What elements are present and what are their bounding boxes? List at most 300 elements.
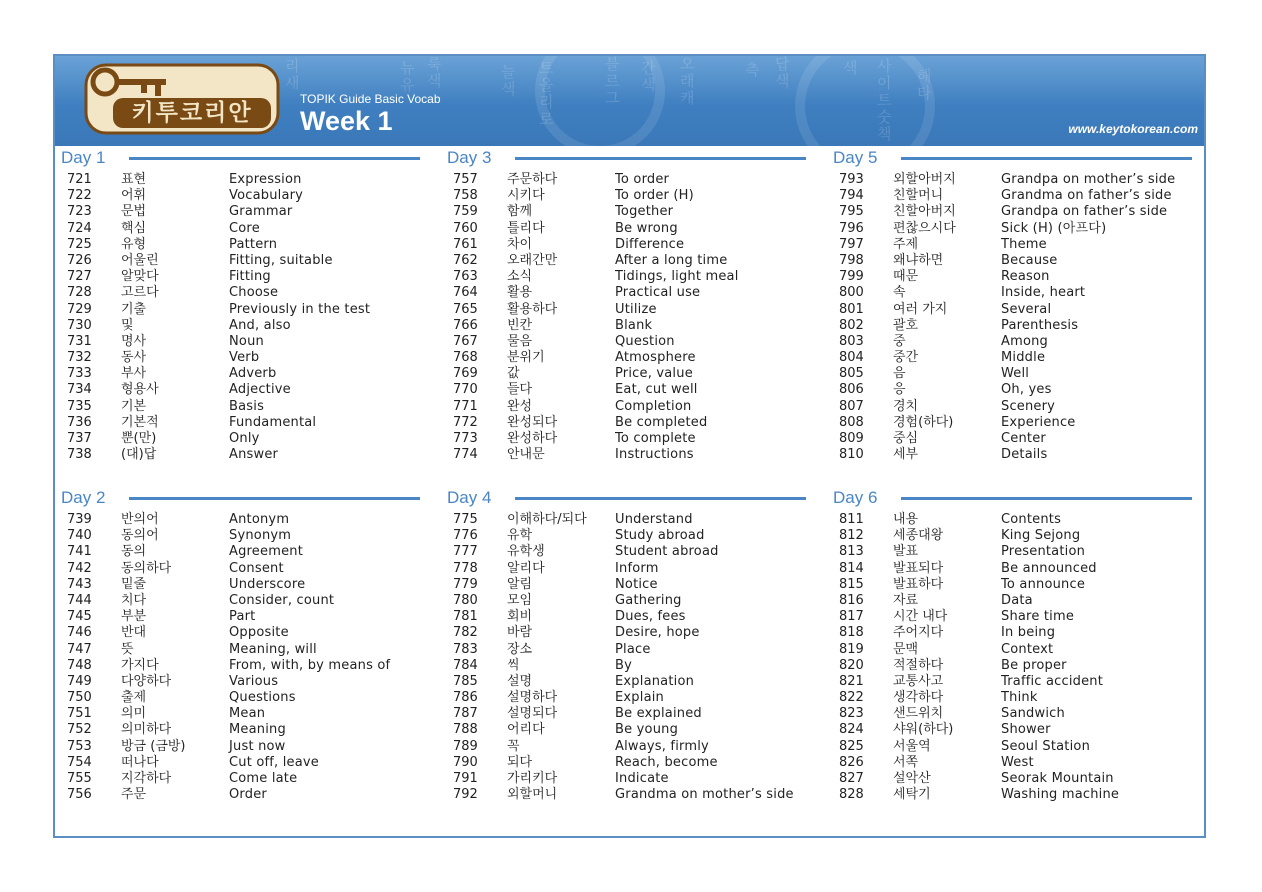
korean-word: 의미하다: [121, 722, 172, 738]
vocab-row: [833, 221, 1208, 237]
vocab-row: [447, 172, 822, 188]
vocab-row: [61, 561, 436, 577]
vocab-number: 759: [453, 204, 478, 220]
vocab-number: 742: [67, 560, 92, 576]
vocab-row: [447, 625, 822, 641]
vocab-number: 738: [67, 447, 92, 463]
korean-word: 알맞다: [121, 269, 159, 285]
vocab-row: [61, 237, 436, 253]
vocab-number: 760: [453, 220, 478, 236]
english-meaning: Grandpa on father’s side: [1001, 204, 1168, 220]
vocab-row: [447, 366, 822, 382]
vocab-number: 803: [839, 333, 864, 349]
vocab-number: 739: [67, 512, 92, 527]
vocab-number: 813: [839, 544, 864, 560]
vocab-number: 777: [453, 544, 478, 560]
vocab-row: [447, 431, 822, 447]
korean-word: 동의: [121, 544, 147, 560]
korean-word: 유형: [121, 236, 147, 252]
korean-word: (대)답: [121, 447, 157, 463]
english-meaning: Meaning: [229, 722, 286, 738]
english-meaning: Pattern: [229, 236, 278, 252]
english-meaning: Reach, become: [615, 754, 718, 770]
vocab-row: [447, 221, 822, 237]
vocab-list: [61, 172, 436, 463]
korean-word: 설명되다: [507, 706, 558, 722]
decor-hangul: 늘색: [501, 63, 516, 98]
english-meaning: Dues, fees: [615, 609, 686, 625]
vocab-number: 725: [67, 236, 92, 252]
english-meaning: Contents: [1001, 512, 1062, 527]
korean-word: 안내문: [507, 447, 545, 463]
vocab-list: [447, 172, 822, 463]
vocab-number: 786: [453, 690, 478, 706]
english-meaning: Basis: [229, 398, 265, 414]
decor-hangul: 트올리로: [539, 59, 554, 128]
korean-word: 다양하다: [121, 673, 172, 689]
english-meaning: Fitting, suitable: [229, 252, 333, 268]
vocab-row: [833, 415, 1208, 431]
vocab-number: 732: [67, 350, 92, 366]
english-meaning: Sandwich: [1001, 706, 1065, 722]
vocab-number: 796: [839, 220, 864, 236]
vocab-row: [833, 350, 1208, 366]
day-section: [833, 488, 1208, 803]
vocab-row: [447, 787, 822, 803]
english-meaning: Adverb: [229, 366, 277, 382]
vocab-row: [833, 382, 1208, 398]
decor-hangul: 해타: [917, 67, 932, 102]
korean-word: 세부: [893, 447, 919, 463]
vocab-row: [833, 253, 1208, 269]
korean-word: 오래간만: [507, 252, 558, 268]
english-meaning: Difference: [615, 236, 685, 252]
english-meaning: Consider, count: [229, 592, 335, 608]
vocab-row: [833, 172, 1208, 188]
day-header: [61, 148, 436, 168]
english-meaning: Questions: [229, 690, 296, 706]
korean-word: 문법: [121, 204, 147, 220]
english-meaning: Noun: [229, 333, 264, 349]
vocab-number: 774: [453, 447, 478, 463]
vocab-number: 820: [839, 657, 864, 673]
english-meaning: Details: [1001, 447, 1048, 463]
english-meaning: Various: [229, 673, 279, 689]
english-meaning: Context: [1001, 641, 1054, 657]
vocab-row: [833, 690, 1208, 706]
english-meaning: Expression: [229, 172, 302, 187]
vocab-row: [833, 577, 1208, 593]
vocab-row: [61, 609, 436, 625]
vocab-row: [447, 755, 822, 771]
korean-word: 친할머니: [893, 188, 944, 204]
korean-word: 기본: [121, 398, 147, 414]
vocab-row: [833, 658, 1208, 674]
vocab-row: [447, 577, 822, 593]
vocab-list: [447, 512, 822, 803]
vocab-number: 722: [67, 188, 92, 204]
english-meaning: Understand: [615, 512, 693, 527]
vocab-number: 741: [67, 544, 92, 560]
english-meaning: Oh, yes: [1001, 382, 1052, 398]
vocab-row: [447, 674, 822, 690]
vocab-row: [61, 399, 436, 415]
korean-word: 교통사고: [893, 673, 944, 689]
korean-word: 회비: [507, 609, 533, 625]
korean-word: 괄호: [893, 317, 919, 333]
korean-word: 가리키다: [507, 771, 558, 786]
english-meaning: To order: [615, 172, 670, 187]
korean-word: 표현: [121, 172, 147, 187]
english-meaning: Middle: [1001, 350, 1046, 366]
english-meaning: Be young: [615, 722, 679, 738]
english-meaning: Be explained: [615, 706, 702, 722]
vocab-number: 734: [67, 382, 92, 398]
day-label: Day 5: [833, 148, 881, 168]
korean-word: 적절하다: [893, 657, 944, 673]
korean-word: 완성: [507, 398, 533, 414]
vocab-number: 749: [67, 673, 92, 689]
vocab-number: 809: [839, 431, 864, 446]
vocab-row: [447, 399, 822, 415]
page-title: Week 1: [300, 106, 393, 136]
korean-word: 틀리다: [507, 220, 545, 236]
day-divider: [515, 157, 806, 160]
english-meaning: Verb: [229, 350, 260, 366]
day-label: Day 6: [833, 488, 881, 508]
korean-word: 응: [893, 382, 906, 398]
vocab-number: 769: [453, 366, 478, 382]
english-meaning: Scenery: [1001, 398, 1056, 414]
english-meaning: Washing machine: [1001, 787, 1120, 803]
vocab-row: [61, 221, 436, 237]
vocab-row: [447, 302, 822, 318]
vocab-number: 765: [453, 301, 478, 317]
english-meaning: King Sejong: [1001, 528, 1081, 544]
vocab-row: [833, 722, 1208, 738]
vocab-row: [833, 544, 1208, 560]
day-header: [447, 488, 822, 508]
korean-word: 주어지다: [893, 625, 944, 641]
english-meaning: Part: [229, 609, 256, 625]
korean-word: 고르다: [121, 285, 159, 301]
korean-word: 유학: [507, 528, 533, 544]
vocab-row: [61, 302, 436, 318]
english-meaning: Indicate: [615, 771, 669, 786]
english-meaning: Mean: [229, 706, 266, 722]
english-meaning: Grandma on mother’s side: [615, 787, 794, 803]
english-meaning: Data: [1001, 592, 1033, 608]
vocab-row: [447, 334, 822, 350]
vocab-number: 795: [839, 204, 864, 220]
korean-word: 완성하다: [507, 431, 558, 446]
korean-word: 가지다: [121, 657, 159, 673]
korean-word: 떠나다: [121, 754, 159, 770]
korean-word: 활용하다: [507, 301, 558, 317]
vocab-row: [833, 204, 1208, 220]
vocab-number: 748: [67, 657, 92, 673]
day-divider: [901, 497, 1192, 500]
decor-hangul: 사이트숫책: [877, 57, 892, 143]
vocab-number: 778: [453, 560, 478, 576]
vocab-number: 783: [453, 641, 478, 657]
korean-word: 알림: [507, 576, 533, 592]
vocab-number: 728: [67, 285, 92, 301]
vocab-row: [447, 188, 822, 204]
vocab-number: 819: [839, 641, 864, 657]
english-meaning: Agreement: [229, 544, 303, 560]
vocab-number: 762: [453, 252, 478, 268]
decor-hangul: 뉴유: [400, 59, 415, 94]
korean-word: 함께: [507, 204, 533, 220]
english-meaning: Completion: [615, 398, 692, 414]
english-meaning: Order: [229, 787, 267, 803]
vocab-row: [833, 188, 1208, 204]
english-meaning: Underscore: [229, 576, 306, 592]
english-meaning: Study abroad: [615, 528, 705, 544]
vocab-row: [833, 706, 1208, 722]
vocab-number: 784: [453, 657, 478, 673]
korean-word: 경치: [893, 398, 919, 414]
english-meaning: Together: [615, 204, 674, 220]
korean-word: 씩: [507, 657, 520, 673]
english-meaning: Grammar: [229, 204, 293, 220]
vocab-row: [833, 237, 1208, 253]
korean-word: 뜻: [121, 641, 134, 657]
vocab-number: 792: [453, 787, 478, 803]
vocab-row: [447, 269, 822, 285]
vocab-row: [61, 739, 436, 755]
english-meaning: To order (H): [615, 188, 694, 204]
korean-word: 핵심: [121, 220, 147, 236]
vocab-number: 733: [67, 366, 92, 382]
vocab-row: [833, 739, 1208, 755]
logo: [83, 62, 281, 136]
vocab-row: [61, 787, 436, 803]
vocab-row: [447, 593, 822, 609]
day-label: Day 2: [61, 488, 109, 508]
english-meaning: Vocabulary: [229, 188, 304, 204]
vocab-row: [61, 674, 436, 690]
vocab-row: [447, 237, 822, 253]
vocab-number: 736: [67, 414, 92, 430]
vocab-number: 780: [453, 592, 478, 608]
korean-word: 외할머니: [507, 787, 558, 803]
vocab-row: [61, 172, 436, 188]
korean-word: 분위기: [507, 350, 545, 366]
english-meaning: From, with, by means of: [229, 657, 391, 673]
day-divider: [129, 157, 420, 160]
english-meaning: After a long time: [615, 252, 728, 268]
vocab-number: 746: [67, 625, 92, 641]
day-label: Day 4: [447, 488, 495, 508]
korean-word: 설악산: [893, 771, 931, 786]
korean-word: 설명하다: [507, 690, 558, 706]
vocab-number: 770: [453, 382, 478, 398]
english-meaning: Seoul Station: [1001, 738, 1091, 754]
english-meaning: Several: [1001, 301, 1052, 317]
english-meaning: Inform: [615, 560, 659, 576]
vocab-row: [447, 285, 822, 301]
english-meaning: Fundamental: [229, 414, 317, 430]
vocab-number: 776: [453, 528, 478, 544]
english-meaning: Shower: [1001, 722, 1051, 738]
decor-hangul: 측: [745, 61, 760, 79]
vocab-number: 782: [453, 625, 478, 641]
english-meaning: Question: [615, 333, 675, 349]
vocab-number: 817: [839, 609, 864, 625]
korean-word: 물음: [507, 333, 533, 349]
vocab-number: 735: [67, 398, 92, 414]
korean-word: 경험(하다): [893, 414, 954, 430]
vocab-row: [447, 690, 822, 706]
day-section: [447, 148, 822, 463]
vocab-row: [833, 625, 1208, 641]
vocab-row: [833, 593, 1208, 609]
decor-hangul: 오래캐: [680, 56, 695, 107]
english-meaning: Come late: [229, 771, 298, 786]
vocab-row: [447, 415, 822, 431]
decor-hangul: 룩색: [427, 56, 442, 90]
vocab-row: [833, 318, 1208, 334]
korean-word: 값: [507, 366, 520, 382]
vocab-number: 824: [839, 722, 864, 738]
vocab-number: 761: [453, 236, 478, 252]
english-meaning: Eat, cut well: [615, 382, 698, 398]
vocab-row: [833, 334, 1208, 350]
vocab-number: 767: [453, 333, 478, 349]
vocab-row: [833, 755, 1208, 771]
vocab-row: [61, 658, 436, 674]
vocab-number: 789: [453, 738, 478, 754]
korean-word: 차이: [507, 236, 533, 252]
vocab-row: [447, 739, 822, 755]
vocab-row: [447, 318, 822, 334]
english-meaning: To complete: [615, 431, 696, 446]
korean-word: 왜냐하면: [893, 252, 944, 268]
korean-word: 샤워(하다): [893, 722, 954, 738]
vocab-number: 730: [67, 317, 92, 333]
english-meaning: Synonym: [229, 528, 292, 544]
english-meaning: Always, firmly: [615, 738, 709, 754]
korean-word: 이해하다/되다: [507, 512, 587, 527]
vocab-number: 772: [453, 414, 478, 430]
website-link[interactable]: www.keytokorean.com: [1068, 122, 1198, 136]
english-meaning: Choose: [229, 285, 279, 301]
english-meaning: Sick (H) (아프다): [1001, 220, 1107, 236]
english-meaning: Well: [1001, 366, 1030, 382]
english-meaning: Traffic accident: [1001, 673, 1104, 689]
vocab-row: [61, 431, 436, 447]
vocab-number: 818: [839, 625, 864, 641]
korean-word: 음: [893, 366, 906, 382]
english-meaning: Be proper: [1001, 657, 1067, 673]
korean-word: 기출: [121, 301, 147, 317]
vocab-row: [61, 269, 436, 285]
vocab-row: [833, 787, 1208, 803]
korean-word: 발표: [893, 544, 919, 560]
vocab-row: [61, 318, 436, 334]
vocab-row: [447, 771, 822, 787]
vocab-row: [833, 512, 1208, 528]
vocab-list: [833, 512, 1208, 803]
vocab-row: [833, 366, 1208, 382]
korean-word: 시간 내다: [893, 609, 948, 625]
korean-word: 중심: [893, 431, 919, 446]
vocab-row: [61, 577, 436, 593]
vocab-number: 726: [67, 252, 92, 268]
vocab-number: 802: [839, 317, 864, 333]
korean-word: 방금 (금방): [121, 738, 186, 754]
vocab-number: 788: [453, 722, 478, 738]
korean-word: 장소: [507, 641, 533, 657]
vocab-number: 757: [453, 172, 478, 187]
vocab-row: [61, 544, 436, 560]
vocab-number: 807: [839, 398, 864, 414]
korean-word: 생각하다: [893, 690, 944, 706]
korean-word: 편찮으시다: [893, 220, 956, 236]
vocab-number: 740: [67, 528, 92, 544]
vocab-number: 811: [839, 512, 864, 527]
korean-word: 동사: [121, 350, 147, 366]
korean-word: 문맥: [893, 641, 919, 657]
korean-word: 바람: [507, 625, 533, 641]
page-subtitle: TOPIK Guide Basic Vocab: [300, 92, 441, 106]
vocab-number: 825: [839, 738, 864, 754]
vocab-number: 775: [453, 512, 478, 527]
korean-word: 주문: [121, 787, 147, 803]
english-meaning: Grandma on father’s side: [1001, 188, 1172, 204]
english-meaning: And, also: [229, 317, 291, 333]
vocab-number: 779: [453, 576, 478, 592]
vocab-row: [61, 722, 436, 738]
vocab-number: 799: [839, 269, 864, 285]
english-meaning: Practical use: [615, 285, 701, 301]
vocab-sheet: [53, 54, 1206, 838]
korean-word: 친할아버지: [893, 204, 956, 220]
english-meaning: Utilize: [615, 301, 657, 317]
vocab-row: [833, 399, 1208, 415]
korean-word: 유학생: [507, 544, 545, 560]
english-meaning: Among: [1001, 333, 1049, 349]
vocab-number: 723: [67, 204, 92, 220]
vocab-number: 823: [839, 706, 864, 722]
vocab-row: [61, 285, 436, 301]
korean-word: 샌드위치: [893, 706, 944, 722]
korean-word: 속: [893, 285, 906, 301]
korean-word: 반대: [121, 625, 147, 641]
korean-word: 서울역: [893, 738, 931, 754]
english-meaning: Think: [1001, 690, 1038, 706]
vocab-row: [447, 528, 822, 544]
vocab-number: 800: [839, 285, 864, 301]
korean-word: 되다: [507, 754, 533, 770]
vocab-row: [61, 447, 436, 463]
english-meaning: Blank: [615, 317, 653, 333]
vocab-number: 797: [839, 236, 864, 252]
vocab-number: 816: [839, 592, 864, 608]
english-meaning: Theme: [1001, 236, 1047, 252]
english-meaning: Reason: [1001, 269, 1050, 285]
english-meaning: Grandpa on mother’s side: [1001, 172, 1176, 187]
english-meaning: Parenthesis: [1001, 317, 1079, 333]
vocab-row: [833, 642, 1208, 658]
vocab-row: [447, 253, 822, 269]
vocab-row: [833, 269, 1208, 285]
vocab-row: [833, 447, 1208, 463]
vocab-row: [447, 658, 822, 674]
english-meaning: Because: [1001, 252, 1058, 268]
